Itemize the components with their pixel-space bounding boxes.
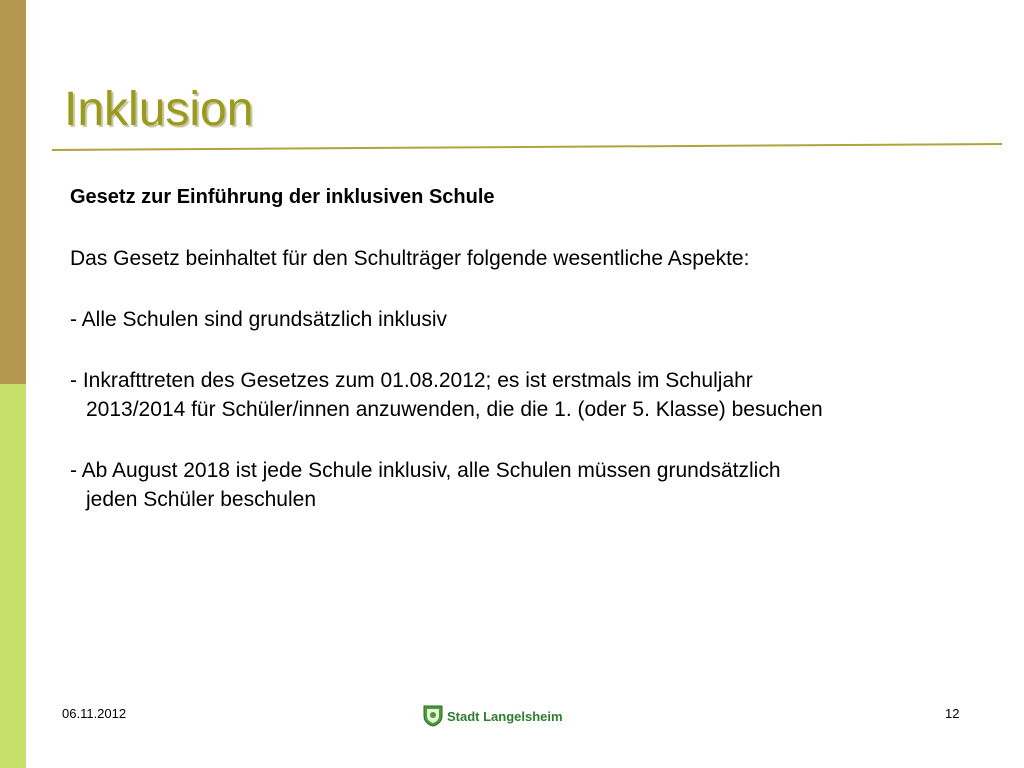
bullet-3-continuation: jeden Schüler beschulen [86,488,316,511]
body-heading: Gesetz zur Einführung der inklusiven Schule [70,186,495,208]
slide-title: Inklusion [64,83,254,136]
body-intro: Das Gesetz beinhaltet für den Schulträger folgende wesentliche Aspekte: [70,247,750,270]
bullet-3: - Ab August 2018 ist jede Schule inklusiv, alle Schulen müssen grundsätzlich [70,459,781,482]
title-underline [0,0,1024,160]
side-bar-bottom [0,384,26,768]
bullet-2-continuation: 2013/2014 für Schüler/innen anzuwenden, die die 1. (oder 5. Klasse) besuchen [86,398,823,421]
slide-body [70,183,1010,514]
brand-name: Stadt Langelsheim [447,708,563,724]
coat-of-arms-icon [423,705,443,727]
footer-brand [423,705,563,727]
bullet-1: - Alle Schulen sind grundsätzlich inklusiv [70,308,448,331]
page-number: 12 [945,706,960,721]
footer-date: 06.11.2012 [62,706,127,721]
bullet-2: - Inkrafttreten des Gesetzes zum 01.08.2012; es ist erstmals im Schuljahr [70,369,753,392]
